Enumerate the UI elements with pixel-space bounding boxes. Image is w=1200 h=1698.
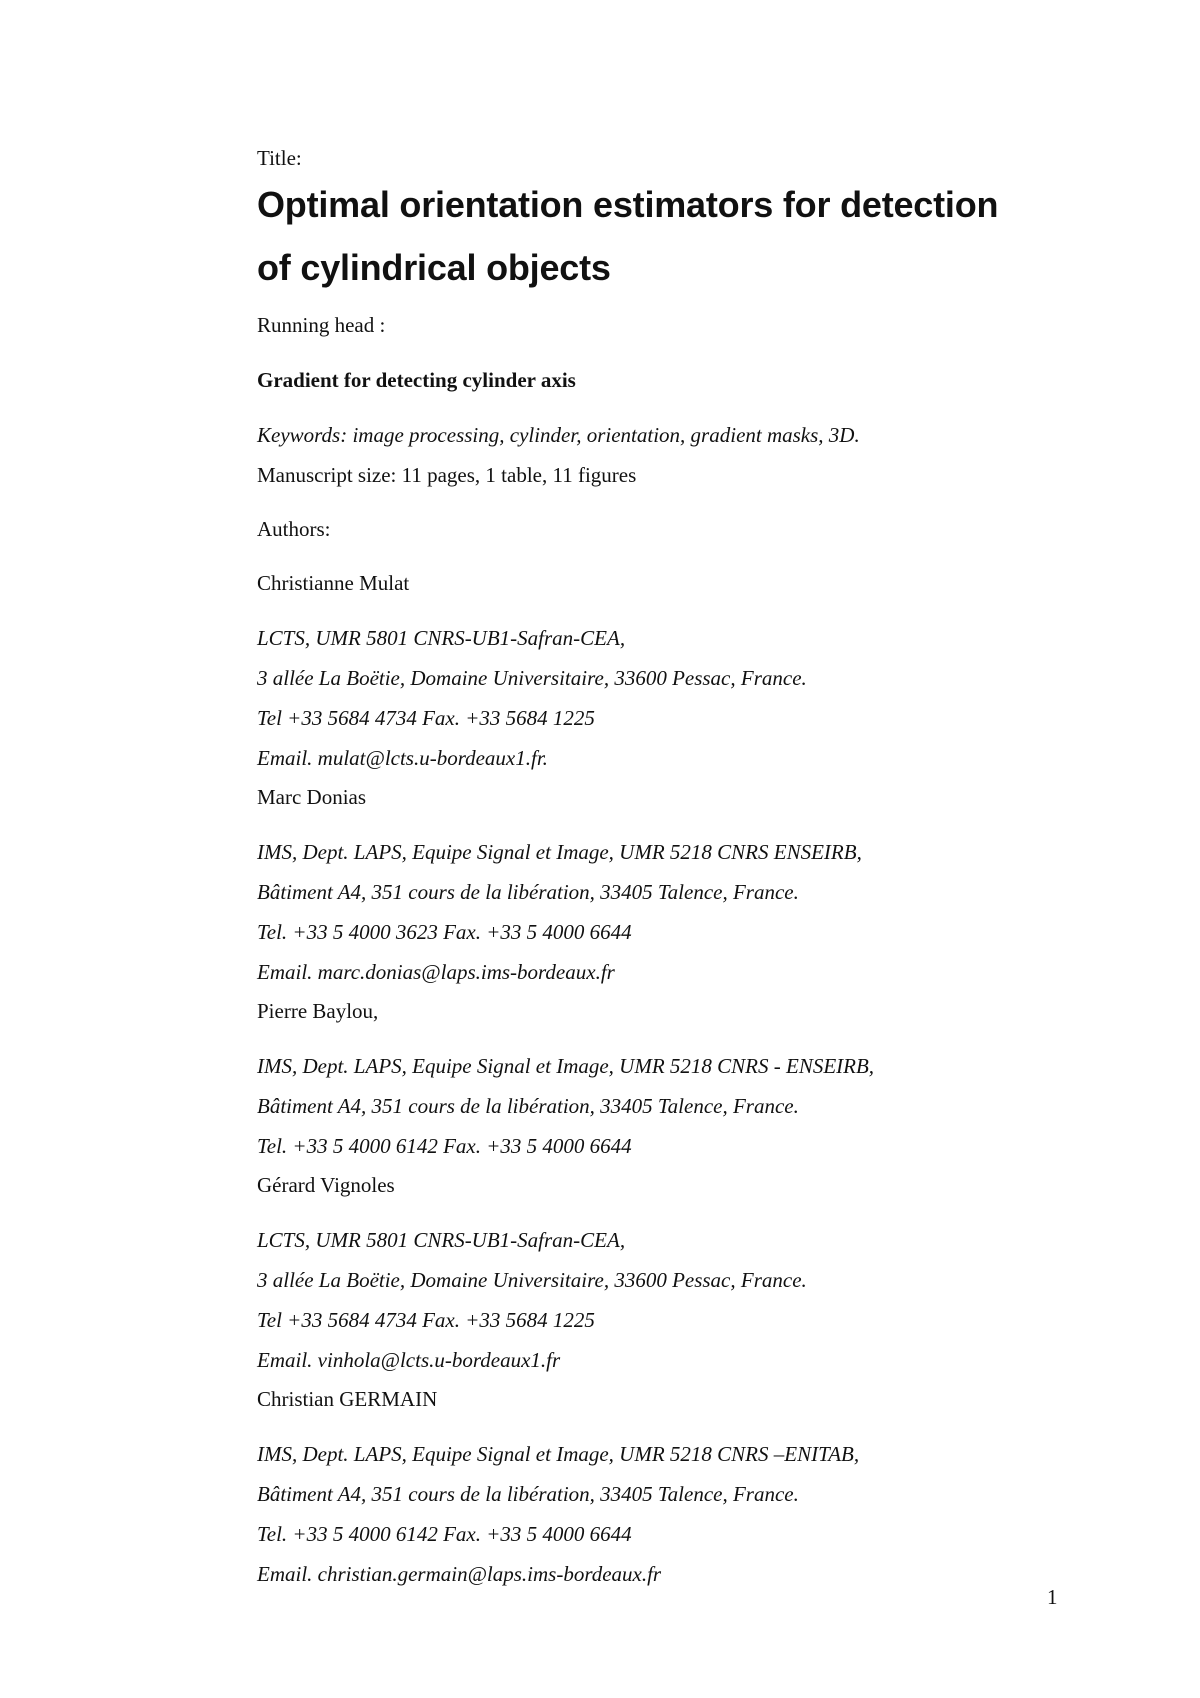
author-phone-line: Tel. +33 5 4000 6142 Fax. +33 5 4000 6644 [257, 1134, 632, 1158]
author-affiliation-line: IMS, Dept. LAPS, Equipe Signal et Image, UMR 5218 CNRS ENSEIRB, [257, 840, 862, 864]
author-affiliation-line: Bâtiment A4, 351 cours de la libération, 33405 Talence, France. [257, 880, 799, 904]
author-name: Pierre Baylou, [257, 999, 379, 1023]
manuscript-size: Manuscript size: 11 pages, 1 table, 11 figures [257, 463, 637, 487]
author-name: Christianne Mulat [257, 571, 410, 595]
author-phone-line: Tel +33 5684 4734 Fax. +33 5684 1225 [257, 706, 595, 730]
author-name: Christian GERMAIN [257, 1387, 438, 1411]
author-email-line: Email. christian.germain@laps.ims-bordeaux.fr [257, 1562, 662, 1586]
keywords: Keywords: image processing, cylinder, orientation, gradient masks, 3D. [257, 423, 860, 447]
author-phone-line: Tel. +33 5 4000 3623 Fax. +33 5 4000 6644 [257, 920, 632, 944]
author-affiliation-line: 3 allée La Boëtie, Domaine Universitaire, 33600 Pessac, France. [257, 666, 807, 690]
running-head-label: Running head : [257, 313, 386, 337]
author-affiliation-line: LCTS, UMR 5801 CNRS-UB1-Safran-CEA, [257, 626, 626, 650]
author-phone-line: Tel +33 5684 4734 Fax. +33 5684 1225 [257, 1308, 595, 1332]
author-name: Gérard Vignoles [257, 1173, 395, 1197]
paper-title-line-2: of cylindrical objects [257, 247, 611, 288]
running-head: Gradient for detecting cylinder axis [257, 368, 576, 392]
author-email-line: Email. mulat@lcts.u-bordeaux1.fr. [257, 746, 548, 770]
title-label: Title: [257, 146, 302, 170]
paper-title-line-1: Optimal orientation estimators for detection [257, 184, 999, 225]
author-phone-line: Tel. +33 5 4000 6142 Fax. +33 5 4000 6644 [257, 1522, 632, 1546]
author-name: Marc Donias [257, 785, 367, 809]
author-affiliation-line: IMS, Dept. LAPS, Equipe Signal et Image, UMR 5218 CNRS - ENSEIRB, [257, 1054, 875, 1078]
author-email-line: Email. marc.donias@laps.ims-bordeaux.fr [257, 960, 615, 984]
author-affiliation-line: Bâtiment A4, 351 cours de la libération, 33405 Talence, France. [257, 1094, 799, 1118]
author-affiliation-line: LCTS, UMR 5801 CNRS-UB1-Safran-CEA, [257, 1228, 626, 1252]
authors-label: Authors: [257, 517, 331, 541]
author-affiliation-line: 3 allée La Boëtie, Domaine Universitaire, 33600 Pessac, France. [257, 1268, 807, 1292]
author-affiliation-line: Bâtiment A4, 351 cours de la libération, 33405 Talence, France. [257, 1482, 799, 1506]
author-affiliation-line: IMS, Dept. LAPS, Equipe Signal et Image, UMR 5218 CNRS –ENITAB, [257, 1442, 860, 1466]
author-email-line: Email. vinhola@lcts.u-bordeaux1.fr [257, 1348, 561, 1372]
page-number: 1 [1047, 1585, 1058, 1609]
